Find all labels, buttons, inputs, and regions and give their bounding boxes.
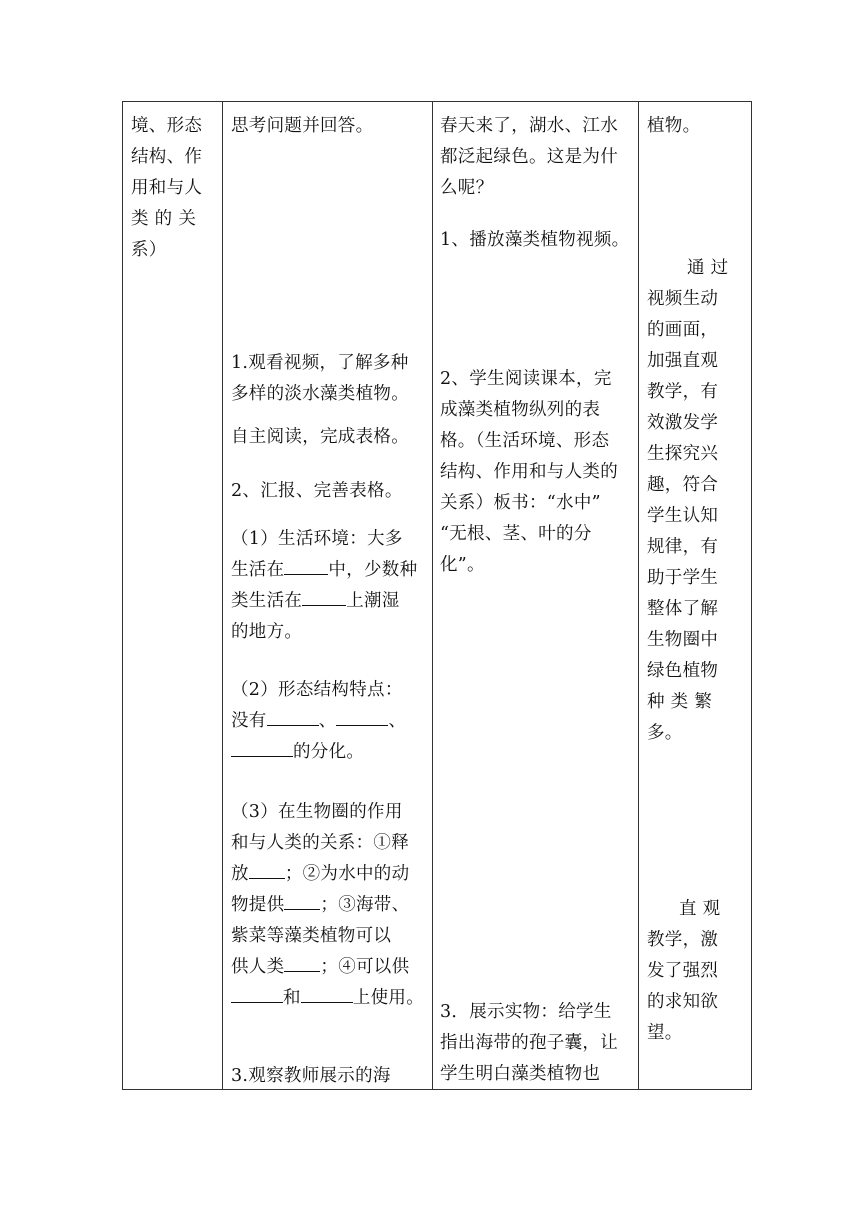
fill-blank — [302, 587, 346, 606]
text-line — [231, 737, 406, 768]
text-fragment: 和 — [283, 988, 301, 1008]
text-fragment: 、 — [388, 711, 407, 731]
fill-blank — [336, 707, 388, 726]
text-line: 绿色植物 — [647, 661, 719, 681]
text-line: 学生认知 — [647, 506, 719, 526]
text-fragment: 上潮湿 — [346, 591, 400, 611]
text-line: 教学，激 — [647, 930, 719, 950]
text-line — [231, 586, 417, 617]
text-line: 指出海带的孢子囊，让 — [440, 1033, 618, 1053]
text-line: 整体了解 — [647, 599, 719, 619]
table-right-border — [751, 101, 752, 1090]
text-line: 关系）板书：“水中” — [440, 493, 601, 513]
col3-step-3 — [440, 997, 618, 1090]
text-line — [231, 983, 424, 1014]
text-line: 发了强烈 — [647, 961, 719, 981]
col2-paragraph-2: 自主阅读，完成表格。 — [231, 427, 409, 447]
text-line — [231, 555, 417, 586]
col4-rationale-1 — [647, 253, 728, 749]
text-line: “无根、茎、叶的分 — [440, 524, 592, 544]
text-fragment: 上使用。 — [352, 988, 425, 1008]
text-fragment: 供人类 — [231, 957, 285, 977]
text-line: 种 类 繁 — [647, 692, 713, 712]
text-fragment: ；②为水中的动 — [284, 864, 410, 884]
text-fragment: 、 — [318, 711, 337, 731]
column-divider-1 — [222, 101, 223, 1090]
col1-line: 结构、作 — [131, 147, 203, 167]
text-fragment: 生活在 — [231, 560, 285, 580]
col1-line: 境、形态 — [131, 116, 203, 136]
text-fragment: 类生活在 — [231, 591, 303, 611]
col2-paragraph-6 — [231, 797, 424, 1014]
text-fragment: 没有 — [231, 711, 267, 731]
text-line: （1）生活环境：大多 — [231, 529, 403, 549]
text-fragment: 中，少数种 — [328, 560, 418, 580]
fill-blank — [231, 984, 283, 1003]
text-line: 春天来了，湖水、江水 — [440, 116, 618, 136]
col2-paragraph-4 — [231, 524, 417, 648]
column-divider-2 — [432, 101, 433, 1090]
text-line: 和与人类的关系：①释 — [231, 833, 409, 853]
col3-step-1: 1、播放藻类植物视频。 — [440, 230, 630, 250]
text-line: 效激发学 — [647, 413, 719, 433]
table-top-border — [122, 101, 752, 102]
text-fragment: 的分化。 — [293, 742, 365, 762]
fill-blank — [249, 860, 285, 879]
fill-blank — [267, 707, 319, 726]
col2-paragraph-7: 3.观察教师展示的海 — [231, 1066, 391, 1086]
text-line — [231, 890, 424, 921]
fill-blank — [301, 984, 353, 1003]
text-line: 都泛起绿色。这是为什 — [440, 147, 618, 167]
table-bottom-border — [122, 1089, 752, 1090]
text-line: 2、学生阅读课本，完 — [440, 369, 612, 389]
col2-intro: 思考问题并回答。 — [231, 116, 374, 136]
text-line: 生探究兴 — [647, 444, 719, 464]
text-line: 1.观看视频，了解多种 — [231, 353, 409, 373]
col2-paragraph-3: 2、汇报、完善表格。 — [231, 481, 403, 501]
text-line: 学生明白藻类植物也 — [440, 1064, 601, 1084]
text-line: 多样的淡水藻类植物。 — [231, 384, 409, 404]
col2-paragraph-5 — [231, 675, 406, 768]
text-line — [231, 706, 406, 737]
text-fragment: 放 — [231, 864, 249, 884]
text-line: 助于学生 — [647, 568, 719, 588]
col1-line: 类 的 关 — [131, 209, 197, 229]
text-line: 格。（生活环境、形态 — [440, 431, 610, 451]
fill-blank — [284, 556, 328, 575]
text-line: 的求知欲 — [647, 992, 719, 1012]
col4-top: 植物。 — [647, 116, 701, 136]
column-divider-3 — [638, 101, 639, 1090]
text-line: 结构、作用和与人类的 — [440, 462, 618, 482]
text-line: 加强直观 — [647, 351, 719, 371]
col1-line: 系） — [131, 240, 167, 260]
text-line: 的画面， — [647, 320, 719, 340]
text-line: （3）在生物圈的作用 — [231, 802, 403, 822]
text-line: 直 观 — [679, 899, 721, 919]
text-line: 教学，有 — [647, 382, 719, 402]
text-line — [231, 859, 424, 890]
fill-blank — [284, 953, 320, 972]
text-fragment: ；③海带、 — [320, 895, 410, 915]
table-left-border — [122, 101, 123, 1090]
text-line: 么呢？ — [440, 178, 494, 198]
text-line: 规律，有 — [647, 537, 719, 557]
text-line: 的地方。 — [231, 622, 303, 642]
text-fragment: ；④可以供 — [320, 957, 410, 977]
text-line: 生物圈中 — [647, 630, 719, 650]
lesson-plan-table — [122, 101, 752, 1090]
col3-step-2 — [440, 364, 618, 581]
text-line: 化”。 — [440, 555, 485, 575]
col3-question — [440, 111, 618, 204]
col1-line: 用和与人 — [131, 178, 203, 198]
text-line: （2）形态结构特点： — [231, 680, 403, 700]
text-line: 紫菜等藻类植物可以 — [231, 926, 392, 946]
fill-blank — [284, 891, 320, 910]
text-fragment: 物提供 — [231, 895, 285, 915]
col2-paragraph-1 — [231, 348, 409, 410]
text-line: 3．展示实物：给学生 — [440, 1002, 612, 1022]
text-line: 多。 — [647, 723, 683, 743]
text-line: 通 过 — [687, 258, 729, 278]
text-line: 成藻类植物纵列的表 — [440, 400, 601, 420]
text-line: 望。 — [647, 1023, 683, 1043]
fill-blank — [231, 738, 293, 757]
col4-rationale-2 — [647, 894, 720, 1049]
text-line — [231, 952, 424, 983]
col1-text — [131, 111, 202, 266]
text-line: 视频生动 — [647, 289, 719, 309]
text-line: 趣，符合 — [647, 475, 719, 495]
